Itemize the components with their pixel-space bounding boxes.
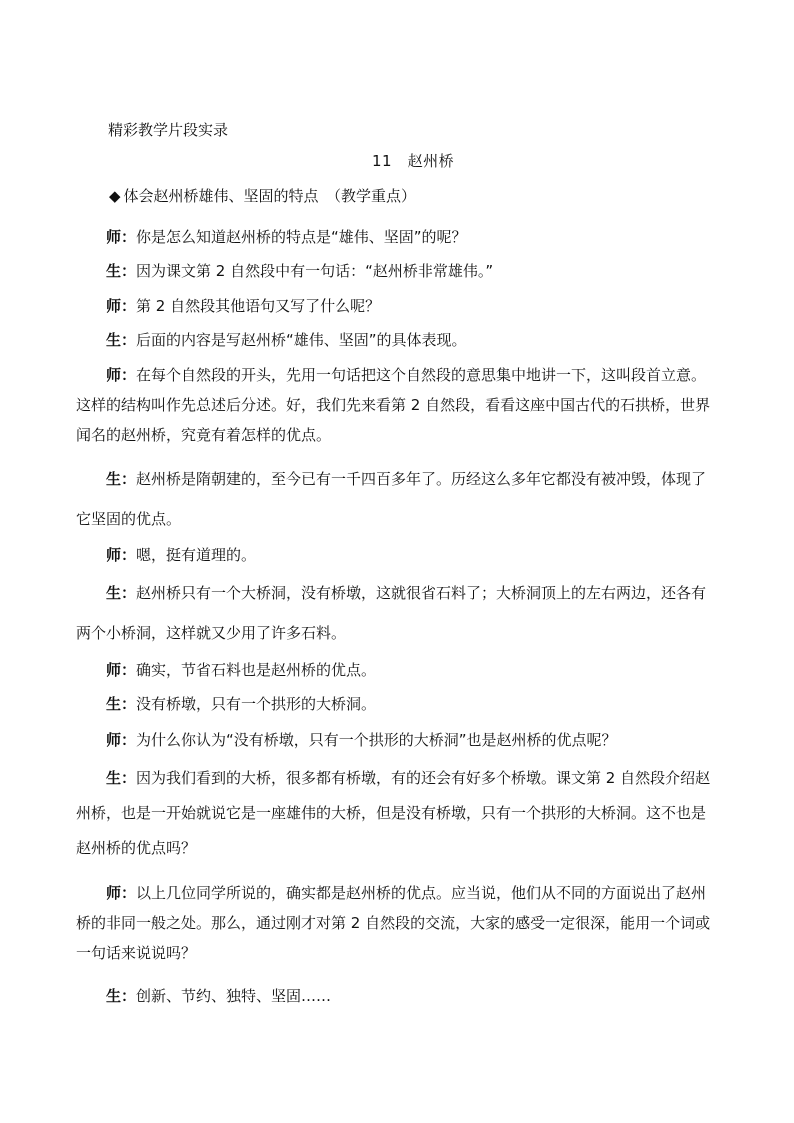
dialogue-line xyxy=(76,688,718,721)
dialogue-line xyxy=(76,290,718,323)
dialogue-line xyxy=(76,980,718,1013)
speaker-label: 师： xyxy=(106,661,137,679)
dialogue-text: 嗯，挺有道理的。 xyxy=(136,546,257,564)
dialogue-paragraph xyxy=(76,573,718,653)
dialogue-line xyxy=(76,255,718,288)
dialogue-text: 赵州桥只有一个大桥洞，没有桥墩，这就很省石料了；大桥洞顶上的左右两边，还各有两个小桥洞，这样就又少用了许多石料。 xyxy=(76,584,707,642)
speaker-label: 生： xyxy=(106,695,137,713)
dialogue-text: 没有桥墩，只有一个拱形的大桥洞。 xyxy=(136,695,377,713)
dialogue-line xyxy=(76,654,718,687)
dialogue-text: 因为我们看到的大桥，很多都有桥墩，有的还会有好多个桥墩。课文第 2 自然段介绍赵州桥，也是一开始就说它是一座雄伟的大桥，但是没有桥墩，只有一个拱形的大桥洞。这不也是赵州桥的优点吗？ xyxy=(76,769,711,857)
dialogue-text: 你是怎么知道赵州桥的特点是“雄伟、坚固”的呢？ xyxy=(136,228,467,246)
dialogue-text: 赵州桥是隋朝建的，至今已有一千四百多年了。历经这么多年它都没有被冲毁，体现了它坚固的优点。 xyxy=(76,470,707,528)
dialogue-text: 以上几位同学所说的，确实都是赵州桥的优点。应当说，他们从不同的方面说出了赵州桥的非同一般之处。那么，通过刚才对第 2 自然段的交流，大家的感受一定很深，能用一个词或一句话来说说吗？ xyxy=(76,884,711,962)
dialogue-text: 在每个自然段的开头，先用一句话把这个自然段的意思集中地讲一下，这叫段首立意。这样的结构叫作先总述后分述。好，我们先来看第 2 自然段，看看这座中国古代的石拱桥，世界闻名的赵州桥，究竟有着怎样的优点。 xyxy=(76,366,711,444)
dialogue-text: 为什么你认为“没有桥墩，只有一个拱形的大桥洞”也是赵州桥的优点呢？ xyxy=(136,731,617,749)
speaker-label: 师： xyxy=(106,884,137,902)
section-heading-text: 体会赵州桥雄伟、坚固的特点 （教学重点） xyxy=(123,187,417,205)
lesson-title: 11 赵州桥 xyxy=(372,152,455,170)
dialogue-text: 确实，节省石料也是赵州桥的优点。 xyxy=(136,661,377,679)
dialogue-paragraph xyxy=(76,459,718,539)
speaker-label: 生： xyxy=(106,470,137,488)
section-heading xyxy=(109,186,416,206)
speaker-label: 师： xyxy=(106,297,137,315)
speaker-label: 生： xyxy=(106,769,137,787)
dialogue-text: 后面的内容是写赵州桥“雄伟、坚固”的具体表现。 xyxy=(136,331,467,349)
speaker-label: 生： xyxy=(106,987,137,1005)
dialogue-text: 因为课文第 2 自然段中有一句话：“赵州桥非常雄伟。” xyxy=(136,262,494,280)
speaker-label: 生： xyxy=(106,262,137,280)
dialogue-paragraph xyxy=(76,761,718,866)
speaker-label: 师： xyxy=(106,228,137,246)
speaker-label: 师： xyxy=(106,546,137,564)
dialogue-text: 第 2 自然段其他语句又写了什么呢？ xyxy=(136,297,381,315)
dialogue-line xyxy=(76,221,718,254)
speaker-label: 生： xyxy=(106,584,137,602)
speaker-label: 生： xyxy=(106,331,137,349)
dialogue-line xyxy=(76,539,718,572)
dialogue-line xyxy=(76,724,718,757)
dialogue-line xyxy=(76,324,718,357)
dialogue-text: 创新、节约、独特、坚固…… xyxy=(136,987,332,1005)
dialogue-paragraph xyxy=(76,878,718,968)
speaker-label: 师： xyxy=(106,731,137,749)
speaker-label: 师： xyxy=(106,366,137,384)
dialogue-paragraph xyxy=(76,360,718,450)
diamond-bullet-icon: ◆ xyxy=(109,187,121,205)
document-title: 精彩教学片段实录 xyxy=(108,121,229,139)
